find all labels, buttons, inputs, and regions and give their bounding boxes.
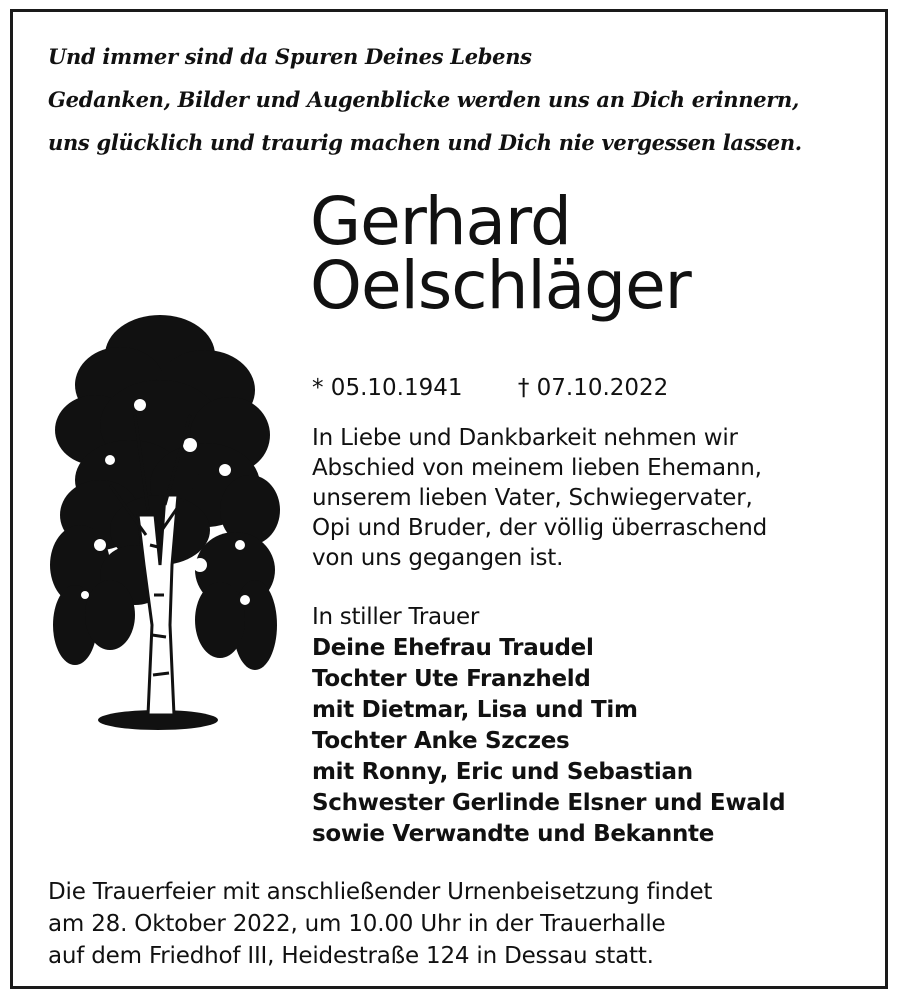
announcement-line: In Liebe und Dankbarkeit nehmen wir [312, 425, 738, 451]
first-name: Gerhard [310, 183, 571, 260]
announcement-line: unserem lieben Vater, Schwiegervater, [312, 485, 753, 511]
mourner-name: sowie Verwandte und Bekannte [312, 821, 715, 847]
announcement-line: Abschied von meinem lieben Ehemann, [312, 455, 762, 481]
mourner-name: Schwester Gerlinde Elsner und Ewald [312, 790, 786, 816]
mourner-name: mit Ronny, Eric und Sebastian [312, 759, 693, 785]
mourner-name: mit Dietmar, Lisa und Tim [312, 697, 638, 723]
announcement-line: Opi und Bruder, der völlig überraschend [312, 515, 768, 541]
announcement-line: von uns gegangen ist. [312, 545, 564, 571]
birth-date: * 05.10.1941 [312, 375, 463, 401]
funeral-line: am 28. Oktober 2022, um 10.00 Uhr in der Trauerhalle [48, 911, 666, 937]
poem-line: Gedanken, Bilder und Augenblicke werden uns an Dich erinnern, [48, 87, 800, 112]
mourners-intro: In stiller Trauer [312, 604, 480, 630]
announcement-text [312, 423, 872, 573]
mourner-name: Tochter Ute Franzheld [312, 666, 591, 692]
death-date: † 07.10.2022 [517, 375, 669, 401]
mourner-name: Deine Ehefrau Traudel [312, 635, 594, 661]
last-name: Oelschläger [310, 247, 691, 324]
memorial-poem [48, 35, 828, 164]
mourner-name: Tochter Anke Szczes [312, 728, 570, 754]
birch-tree-icon [40, 295, 285, 740]
funeral-line: Die Trauerfeier mit anschließender Urnenbeisetzung findet [48, 879, 713, 905]
poem-line: uns glücklich und traurig machen und Dich nie vergessen lassen. [48, 130, 802, 155]
funeral-line: auf dem Friedhof III, Heidestraße 124 in Dessau statt. [48, 943, 654, 969]
mourners-list [312, 602, 872, 850]
life-dates [312, 375, 668, 401]
deceased-name [310, 183, 691, 324]
funeral-details [48, 876, 868, 972]
poem-line: Und immer sind da Spuren Deines Lebens [48, 44, 532, 69]
